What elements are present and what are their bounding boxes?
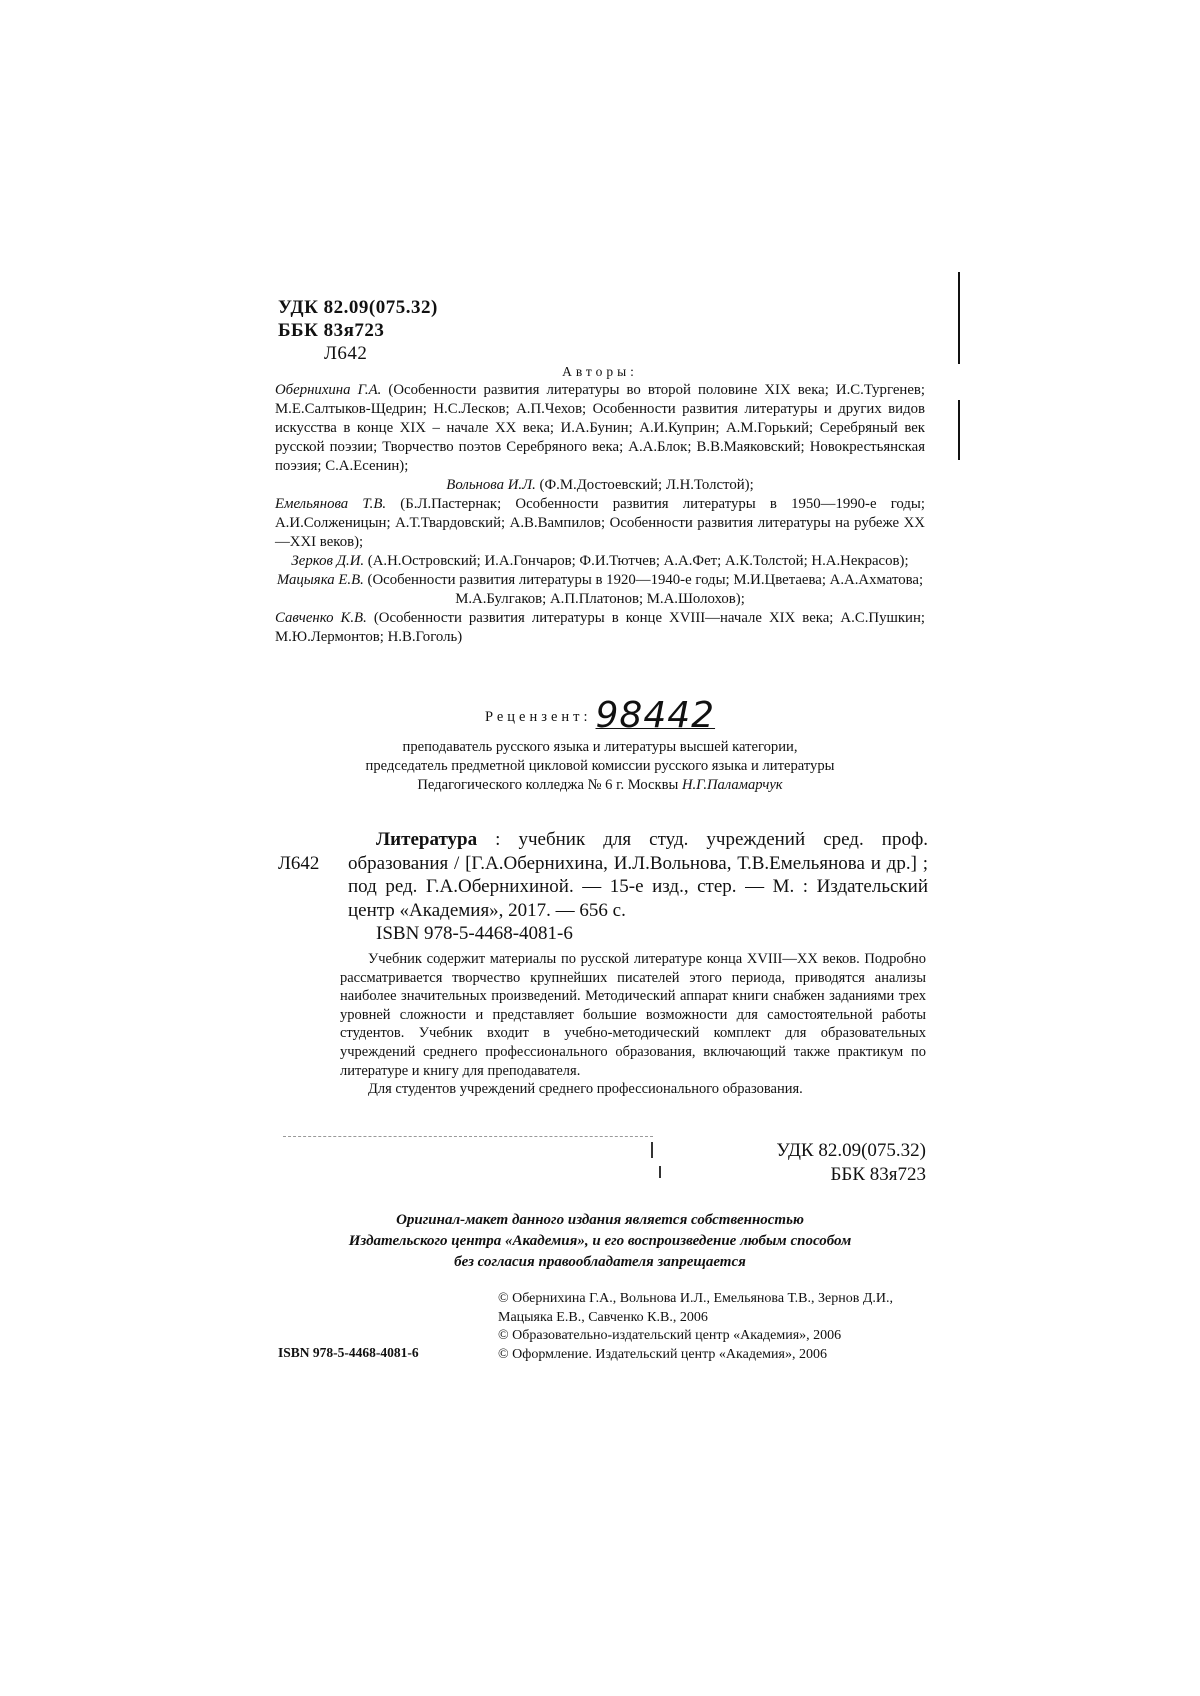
biblio-author-mark: Л642 (278, 853, 320, 874)
classification-codes-secondary (680, 1139, 926, 1187)
udk-code: УДК 82.09(075.32) (776, 1140, 926, 1161)
author-contribution: (Ф.М.Достоевский; Л.Н.Толстой); (535, 477, 754, 493)
reviewer-heading (275, 695, 925, 736)
reviewer-line-3: Педагогического колледжа № 6 г. Москвы Н.Г.Паламарчук (417, 777, 783, 793)
author-name: Емельянова Т.В. (275, 496, 387, 512)
author-contribution: (Б.Л.Пастернак; Особенности развития литературы в 1950—1990-е годы; А.И.Солженицын; А.Т.Твардовский; А.В.Вампилов; Особенности развития литературы на рубеже XX—XXI веков); (275, 496, 925, 550)
authors-section (275, 362, 925, 647)
copyright-authors: © Обернихина Г.А., Вольнова И.Л., Емельянова Т.В., Зернов Д.И., Мацыяка Е.В., Савченко К.В., 2006 (498, 1291, 894, 1325)
author-name: Мацыяка Е.В. (276, 572, 364, 588)
author-entry (275, 381, 925, 476)
copyright-lines (498, 1290, 928, 1364)
author-contribution: (А.Н.Островский; И.А.Гончаров; Ф.И.Тютчев; А.А.Фет; А.К.Толстой; Н.А.Некрасов); (364, 553, 909, 569)
isbn: ISBN 978-5-4468-4081-6 (278, 1345, 419, 1360)
margin-mark (958, 400, 960, 460)
author-name: Обернихина Г.А. (275, 382, 382, 398)
annotation-text: Учебник содержит материалы по русской литературе конца XVIII—XX веков. Подробно рассматривается творчество крупнейших писателей этого периода, приводятся анализы наиболее значительных произведений. Методический аппарат книги снабжен заданиями трех уровней сложности и представляет большие возможности для самостоятельной работы студентов. Учебник входит в учебно-методический комплект для образовательных учреждений среднего профессионального образования, включающий также практикум по литературе и книгу для преподавателя. (340, 951, 926, 1079)
reviewer-details (275, 738, 925, 795)
biblio-description (348, 828, 928, 922)
author-mark: Л642 (324, 343, 368, 364)
author-entry (275, 476, 925, 495)
author-contribution: (Особенности развития литературы во второй половине XIX века; И.С.Тургенев; М.Е.Салтыков-Щедрин; Н.С.Лесков; А.П.Чехов; Особенности развития литературы и других видов искусства в конце XIX – начале XX века; И.А.Бунин; А.И.Куприн; А.М.Горький; Серебряный век русской поэзии; Творчество поэтов Серебряного века; А.А.Блок; В.В.Маяковский; Новокрестьянская поэзия; С.А.Есенин); (275, 382, 925, 474)
reviewer-line-1: преподаватель русского языка и литературы высшей категории, (402, 739, 798, 755)
copyright-design: © Оформление. Издательский центр «Академия», 2006 (498, 1346, 827, 1362)
copyright-publisher: © Образовательно-издательский центр «Академия», 2006 (498, 1328, 842, 1343)
author-name: Зерков Д.И. (291, 553, 365, 569)
faded-library-stamp (283, 1136, 663, 1198)
bibliographic-record (278, 828, 928, 946)
bbk-code: ББК 83я723 (278, 320, 385, 341)
author-entry (275, 609, 925, 647)
author-contribution: (Особенности развития литературы в конце XVIII—начале XIX века; А.С.Пушкин; М.Ю.Лермонтов; Н.В.Гоголь) (275, 610, 926, 645)
author-entry (275, 495, 925, 552)
annotation (340, 950, 926, 1099)
author-name: Вольнова И.Л. (446, 477, 536, 493)
book-title: Литература (376, 829, 478, 850)
author-contribution: (Особенности развития литературы в 1920—1940-е годы; М.И.Цветаева; А.А.Ахматова; М.А.Булгаков; А.П.Платонов; М.А.Шолохов); (363, 572, 924, 607)
classification-codes (278, 296, 438, 365)
reviewer-name: Н.Г.Паламарчук (681, 777, 783, 793)
udk-code: УДК 82.09(075.32) (278, 297, 438, 318)
margin-mark (958, 272, 960, 364)
reviewer-line-2: председатель предметной цикловой комиссии русского языка и литературы (365, 758, 835, 774)
author-name: Савченко К.В. (275, 610, 367, 626)
bbk-code: ББК 83я723 (830, 1164, 926, 1185)
biblio-details: : учебник для студ. учреждений сред. проф. образования / [Г.А.Обернихина, И.Л.Вольнова, Т.В.Емельянова и др.] ; под ред. Г.А.Обернихиной. — 15-е изд., стер. — М. : Издательский центр «Академия», 2017. — 656 с. (348, 829, 928, 921)
author-entry (275, 552, 925, 571)
handwritten-number: 98442 (595, 695, 716, 736)
author-entry (275, 571, 925, 609)
reviewer-label: Рецензент: (484, 709, 592, 725)
biblio-isbn: ISBN 978-5-4468-4081-6 (376, 923, 573, 944)
authors-heading: Авторы: (562, 364, 638, 379)
annotation-audience: Для студентов учреждений среднего профессионального образования. (368, 1081, 803, 1098)
copyright-notice: Оригинал-макет данного издания является собственностью Издательского центра «Академия», и его воспроизведение любым способом без согласия правообладателя запрещается (348, 1212, 852, 1270)
